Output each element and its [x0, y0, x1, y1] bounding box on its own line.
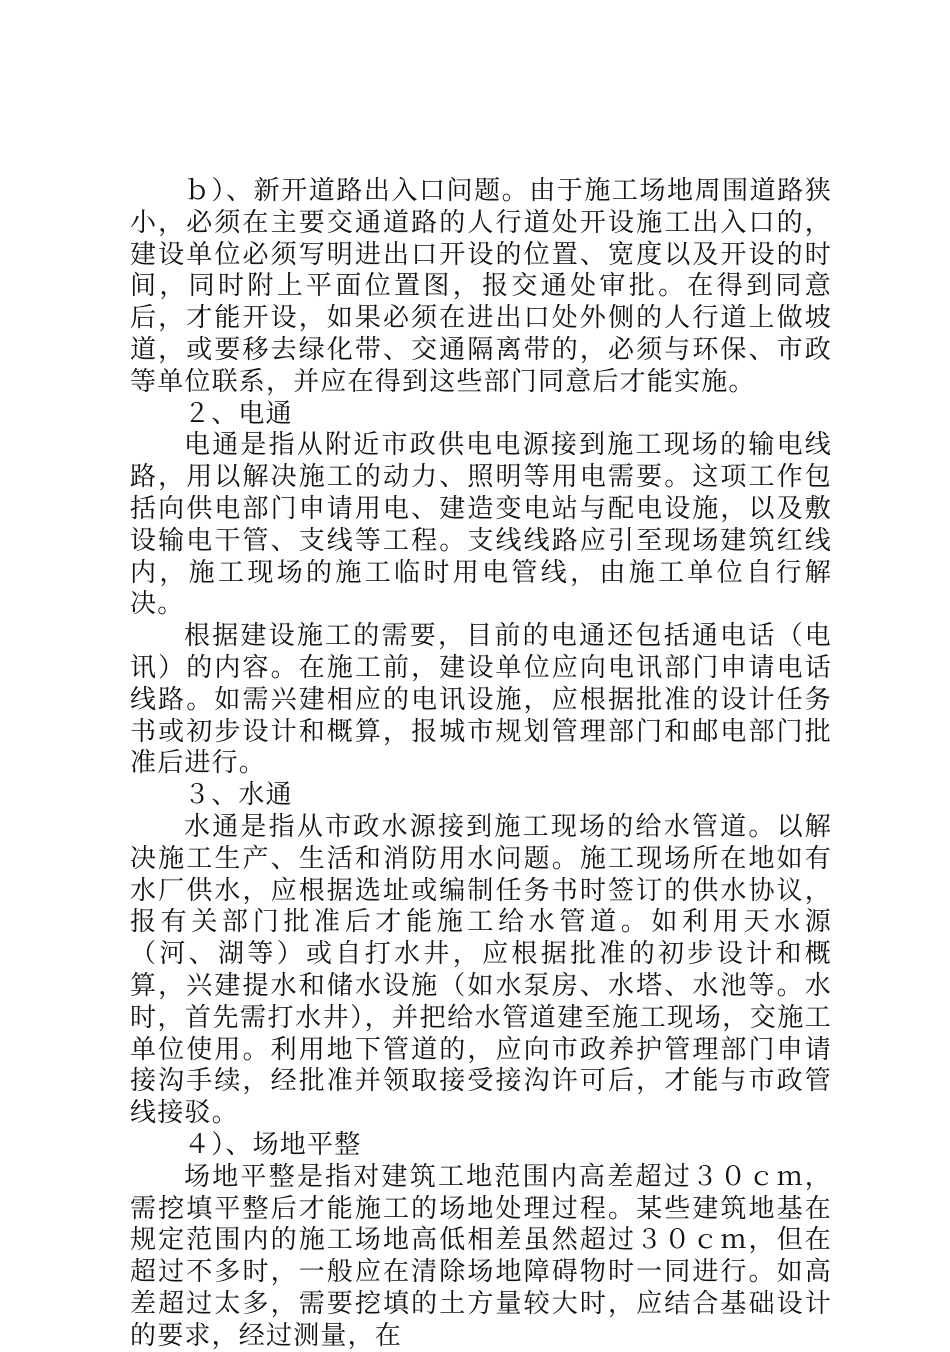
heading-site-leveling: ４）、场地平整: [184, 1129, 362, 1160]
paragraph-site-leveling: 场地平整是指对建筑工地范围内高差超过３０ｃｍ，需挖填平整后才能施工的场地处理过程。某些建筑地基在规定范围内的施工场地高低相差虽然超过３０ｃｍ，但在超过不多时，一般应在清除场地障碍物时一同进行。如高差超过太多，需要挖填的土方量较大时，应结合基础设计的要求，经过测量，在: [130, 1161, 832, 1351]
document-body: [130, 176, 832, 1352]
paragraph-telecom: 根据建设施工的需要，目前的电通还包括通电话（电讯）的内容。在施工前，建设单位应向电讯部门申请电话线路。如需兴建相应的电讯设施，应根据批准的设计任务书或初步设计和概算，报城市规划管理部门和邮电部门批准后进行。: [130, 621, 832, 779]
heading-water: ３、水通: [184, 780, 293, 811]
paragraph-water-supply: 水通是指从市政水源接到施工现场的给水管道。以解决施工生产、生活和消防用水问题。施工现场所在地如有水厂供水，应根据选址或编制任务书时签订的供水协议，报有关部门批准后才能施工给水管道。如利用天水源（河、湖等）或自打水井，应根据批准的初步设计和概算，兴建提水和储水设施（如水泵房、水塔、水池等。水时，首先需打水井），并把给水管道建至施工现场，交施工单位使用。利用地下管道的，应向市政养护管理部门申请接沟手续，经批准并领取接受接沟许可后，才能与市政管线接驳。: [130, 811, 832, 1129]
heading-electricity: ２、电通: [184, 398, 293, 429]
paragraph-new-road-entrance: ｂ）、新开道路出入口问题。由于施工场地周围道路狭小，必须在主要交通道路的人行道处开设施工出入口的，建设单位必须写明进出口开设的位置、宽度以及开设的时间，同时附上平面位置图，报交通处审批。在得到同意后，才能开设，如果必须在进出口处外侧的人行道上做坡道，或要移去绿化带、交通隔离带的，必须与环保、市政等单位联系，并应在得到这些部门同意后才能实施。: [130, 176, 832, 397]
paragraph-electricity-definition: 电通是指从附近市政供电电源接到施工现场的输电线路，用以解决施工的动力、照明等用电需要。这项工作包括向供电部门申请用电、建造变电站与配电设施，以及敷设输电干管、支线等工程。支线线路应引至现场建筑红线内，施工现场的施工临时用电管线，由施工单位自行解决。: [130, 430, 832, 620]
